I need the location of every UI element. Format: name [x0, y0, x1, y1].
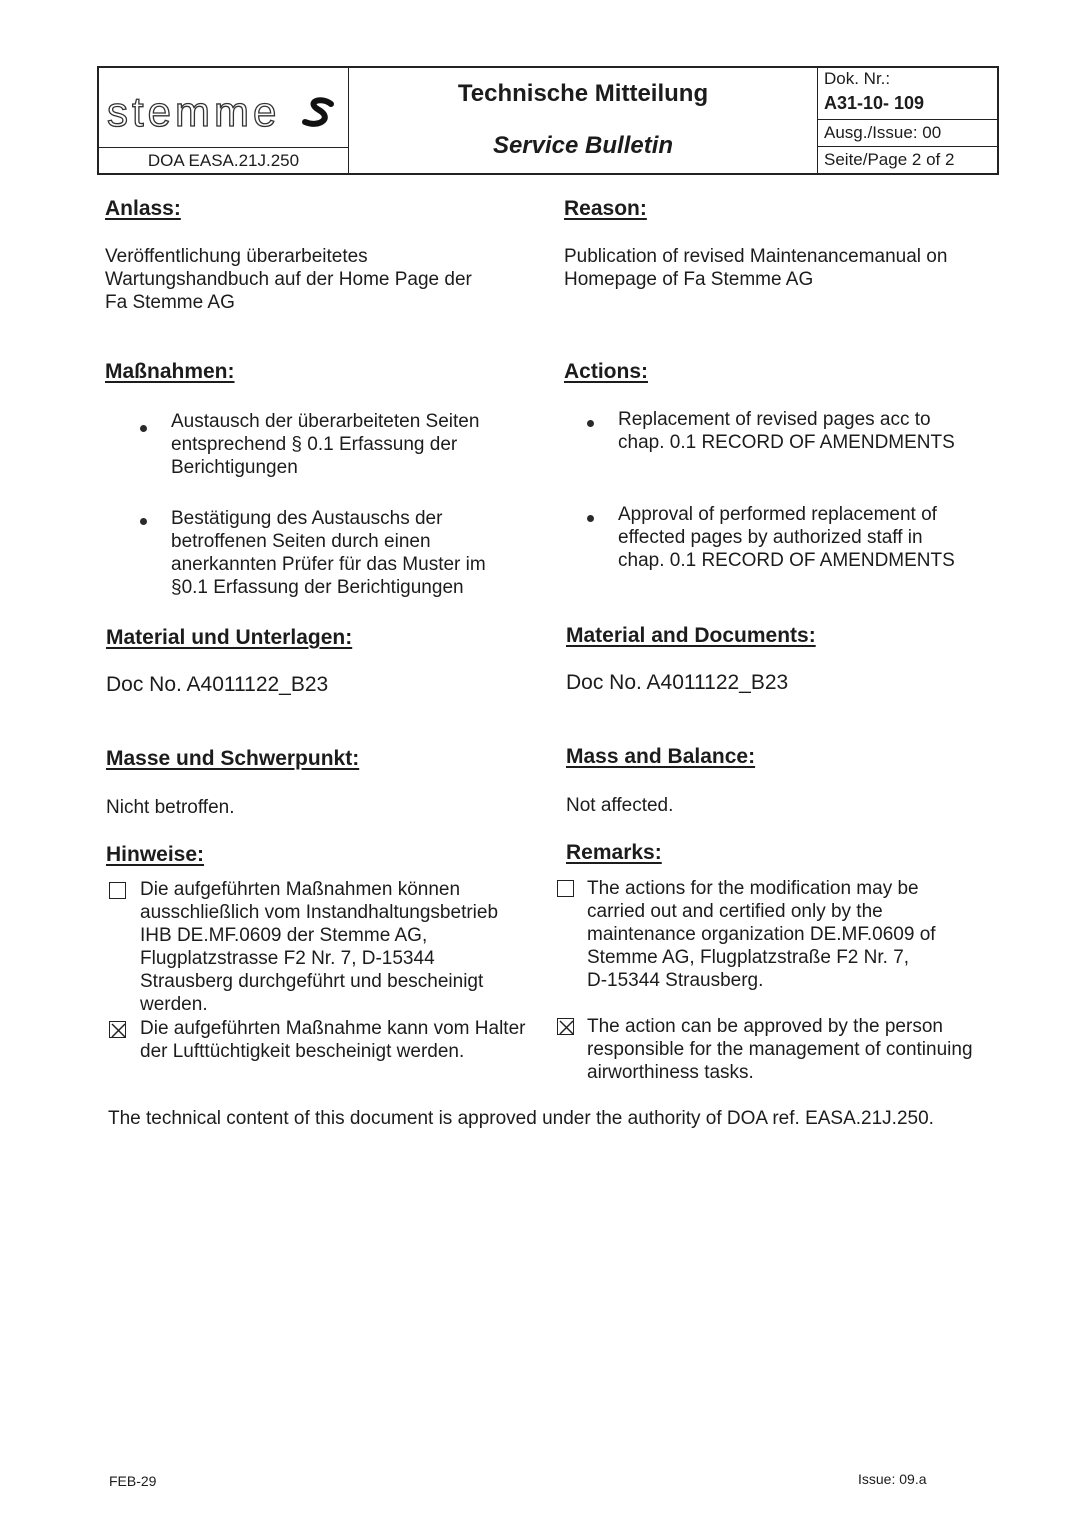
- logo-cell: [99, 68, 349, 173]
- doc-info-cell: [818, 68, 999, 173]
- checkbox-unchecked-icon[interactable]: [557, 880, 574, 897]
- text-line: Publication of revised Maintenancemanual on: [564, 246, 948, 267]
- text-line: carried out and certified only by the: [587, 901, 883, 922]
- action-2-de: [171, 507, 486, 599]
- reason-heading-de: Anlass:: [105, 197, 181, 220]
- mass-text-de: Nicht betroffen.: [106, 797, 235, 818]
- actions-heading-en: Actions:: [564, 360, 648, 383]
- text-line: der Lufttüchtigkeit bescheinigt werden.: [140, 1041, 465, 1062]
- text-line: D-15344 Strausberg.: [587, 970, 764, 991]
- footer-form-code: FEB-29: [109, 1473, 157, 1489]
- text-line: Austausch der überarbeiteten Seiten: [171, 411, 480, 432]
- text-line: betroffenen Seiten durch einen: [171, 531, 431, 552]
- mass-text-en: Not affected.: [566, 795, 674, 816]
- action-1-de: [171, 410, 479, 479]
- bullet-icon: [587, 515, 594, 522]
- bullet-icon: [140, 425, 147, 432]
- text-line: Flugplatzstrasse F2 Nr. 7, D-15344: [140, 948, 435, 969]
- stemme-logo: [105, 82, 345, 142]
- doc-number: A31-10- 109: [824, 93, 925, 113]
- text-line: responsible for the management of continuing: [587, 1039, 973, 1060]
- document-header: [97, 66, 999, 175]
- reason-text-de: [105, 245, 472, 314]
- mass-heading-de: Masse und Schwerpunkt:: [106, 747, 360, 770]
- footer-issue: Issue: 09.a: [858, 1471, 927, 1487]
- text-line: Stemme AG, Flugplatzstraße F2 Nr. 7,: [587, 947, 910, 968]
- action-2-en: [618, 503, 955, 572]
- text-line: werden.: [140, 994, 208, 1015]
- title-cell: [349, 68, 818, 173]
- bullet-icon: [587, 420, 594, 427]
- reason-text-en: [564, 245, 947, 291]
- text-line: Berichtigungen: [171, 457, 298, 478]
- material-doc-de: Doc No. A4011122_B23: [106, 673, 329, 696]
- text-line: Strausberg durchgeführt und bescheinigt: [140, 971, 484, 992]
- issue-number: Ausg./Issue: 00: [824, 123, 942, 142]
- bullet-icon: [140, 518, 147, 525]
- text-line: Homepage of Fa Stemme AG: [564, 269, 814, 290]
- remarks-heading-de: Hinweise:: [106, 843, 205, 866]
- text-line: airworthiness tasks.: [587, 1062, 754, 1083]
- text-line: Veröffentlichung überarbeitetes: [105, 246, 368, 267]
- mass-heading-en: Mass and Balance:: [566, 745, 756, 768]
- checkbox-checked-icon[interactable]: [109, 1021, 126, 1038]
- reason-heading-en: Reason:: [564, 197, 647, 220]
- text-line: Approval of performed replacement of: [618, 504, 937, 525]
- remark-1-de: [140, 878, 498, 1016]
- actions-heading-de: Maßnahmen:: [105, 360, 235, 383]
- text-line: Replacement of revised pages acc to: [618, 409, 931, 430]
- divider: [818, 119, 999, 120]
- text-line: Fa Stemme AG: [105, 292, 235, 313]
- doa-reference: DOA EASA.21J.250: [99, 147, 348, 174]
- text-line: ausschließlich vom Instandhaltungsbetrieb: [140, 902, 499, 923]
- text-line: maintenance organization DE.MF.0609 of: [587, 924, 936, 945]
- checkbox-unchecked-icon[interactable]: [109, 882, 126, 899]
- text-line: IHB DE.MF.0609 der Stemme AG,: [140, 925, 428, 946]
- checkbox-checked-icon[interactable]: [557, 1018, 574, 1035]
- title-english: Service Bulletin: [492, 132, 674, 159]
- text-line: effected pages by authorized staff in: [618, 527, 923, 548]
- text-line: The action can be approved by the person: [587, 1016, 943, 1037]
- text-line: Die aufgeführten Maßnahmen können: [140, 879, 461, 900]
- text-line: anerkannten Prüfer für das Muster im: [171, 554, 486, 575]
- material-heading-en: Material and Documents:: [566, 624, 816, 647]
- text-line: The actions for the modification may be: [587, 878, 919, 899]
- text-line: Die aufgeführten Maßnahme kann vom Halter: [140, 1018, 526, 1039]
- remarks-heading-en: Remarks:: [566, 841, 662, 864]
- divider: [818, 146, 999, 147]
- text-line: chap. 0.1 RECORD OF AMENDMENTS: [618, 550, 955, 571]
- svg-text:stemme: stemme: [107, 88, 281, 135]
- text-line: Bestätigung des Austauschs der: [171, 508, 443, 529]
- approval-statement: The technical content of this document is approved under the authority of DOA ref. EASA.21J.250.: [108, 1108, 934, 1129]
- material-doc-en: Doc No. A4011122_B23: [566, 671, 789, 694]
- remark-1-en: [587, 877, 936, 992]
- remark-2-de: [140, 1017, 525, 1063]
- remark-2-en: [587, 1015, 973, 1084]
- page-number: Seite/Page 2 of 2: [824, 150, 955, 169]
- text-line: entsprechend § 0.1 Erfassung der: [171, 434, 458, 455]
- doc-number-label: Dok. Nr.:: [824, 69, 891, 88]
- material-heading-de: Material und Unterlagen:: [106, 626, 353, 649]
- text-line: §0.1 Erfassung der Berichtigungen: [171, 577, 464, 598]
- action-1-en: [618, 408, 955, 454]
- text-line: Wartungshandbuch auf der Home Page der: [105, 269, 472, 290]
- text-line: chap. 0.1 RECORD OF AMENDMENTS: [618, 432, 955, 453]
- title-german: Technische Mitteilung: [457, 80, 709, 107]
